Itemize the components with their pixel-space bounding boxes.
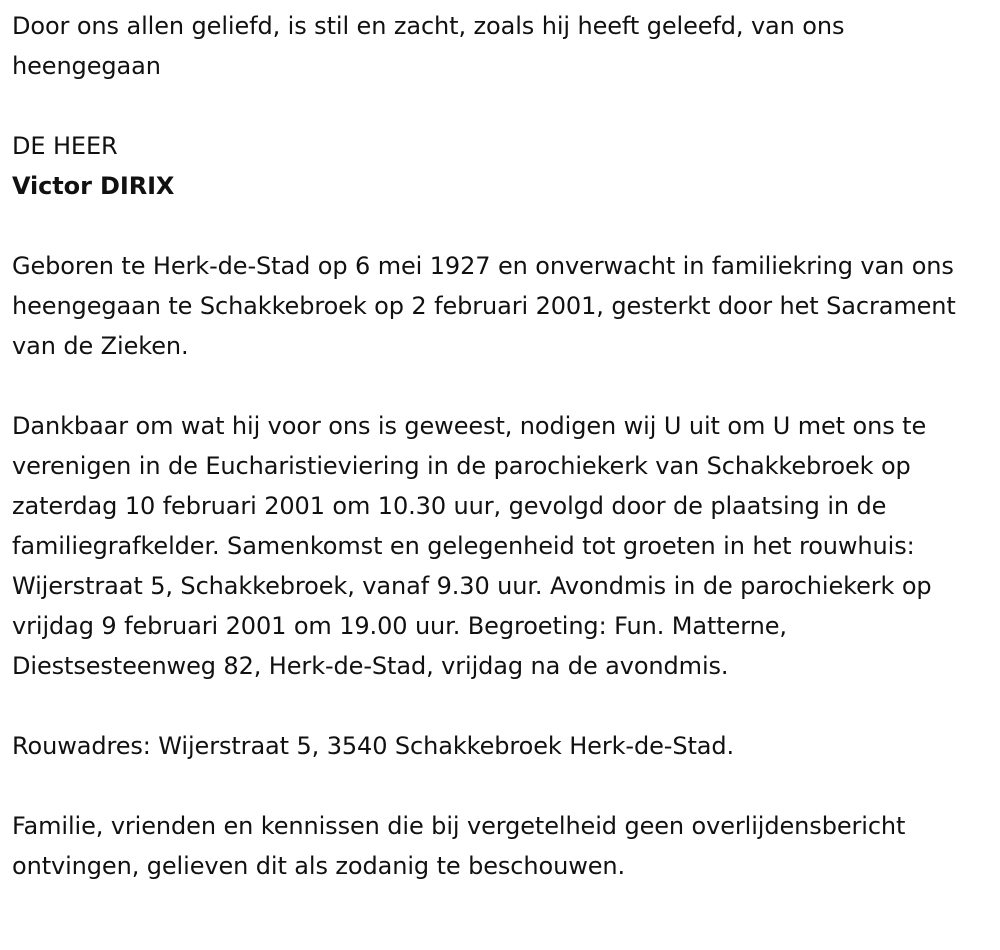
birth-death-paragraph: Geboren te Herk-de-Stad op 6 mei 1927 en onverwacht in familiekring van ons heengegaan te Schakkebroek op 2 februari 2001, gesterkt door het Sacrament van de Zieken.: [12, 252, 956, 360]
spacer: [12, 366, 988, 406]
intro-text: Door ons allen geliefd, is stil en zacht, zoals hij heeft geleefd, van ons heengegaan: [12, 12, 845, 80]
ceremony-paragraph: Dankbaar om wat hij voor ons is geweest, nodigen wij U uit om U met ons te verenigen in de Eucharistieviering in de parochiekerk van Schakkebroek op zaterdag 10 februari 2001 om 10.30 uur, gevolgd door de plaatsing in de familiegrafkelder. Samenkomst en gelegenheid tot groeten in het rouwhuis: Wijerstraat 5, Schakkebroek, vanaf 9.30 uur. Avondmis in de parochiekerk op vrijdag 9 februari 2001 om 19.00 uur. Begroeting: Fun. Matterne, Diestsesteenweg 82, Herk-de-Stad, vrijdag na de avondmis.: [12, 412, 932, 680]
spacer: [12, 766, 988, 806]
spacer: [12, 206, 988, 246]
spacer: [12, 86, 988, 126]
spacer: [12, 686, 988, 726]
closing-paragraph: Familie, vrienden en kennissen die bij vergetelheid geen overlijdensbericht ontvingen, gelieven dit als zodanig te beschouwen.: [12, 812, 906, 880]
honorific-title: DE HEER: [12, 132, 118, 160]
deceased-name: Victor DIRIX: [12, 172, 175, 200]
mourning-address: Rouwadres: Wijerstraat 5, 3540 Schakkebroek Herk-de-Stad.: [12, 732, 735, 760]
